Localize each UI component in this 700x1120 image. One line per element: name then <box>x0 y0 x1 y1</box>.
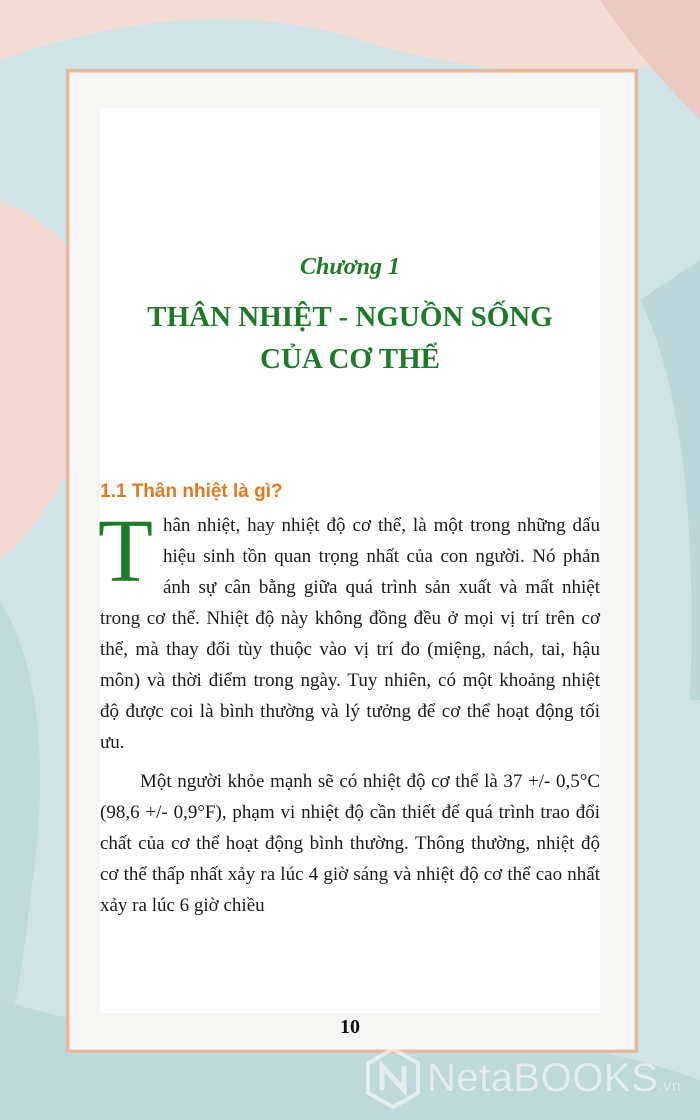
paragraph-1-text: hân nhiệt, hay nhiệt độ cơ thể, là một trong những dấu hiệu sinh tồn quan trọng nhất của con người. Nó phản ánh sự cân bằng giữa quá trình sản xuất và mất nhiệt trong cơ thể. Nhiệt độ này không đồng đều ở mọi vị trí trên cơ thể, mà thay đổi tùy thuộc vào vị trí đo (miệng, nách, tai, hậu môn) và thời điểm trong ngày. Tuy nhiên, có một khoảng nhiệt độ được coi là bình thường và lý tưởng để cơ thể hoạt động tối ưu. <box>100 515 600 753</box>
chapter-title-line1: THÂN NHIỆT - NGUỒN SỐNG <box>147 301 553 333</box>
paragraph-2: Một người khỏe mạnh sẽ có nhiệt độ cơ thể là 37 +/- 0,5°C (98,6 +/- 0,9°F), phạm vi nhiệt độ cần thiết để quá trình trao đổi chất của cơ thể hoạt động bình thường. Thông thường, nhiệt độ cơ thể thấp nhất xảy ra lúc 4 giờ sáng và nhiệt độ cơ thể cao nhất xảy ra lúc 6 giờ chiều <box>100 771 600 916</box>
chapter-label: Chương 1 <box>300 254 400 280</box>
drop-cap: T <box>98 502 153 601</box>
watermark-brand <box>427 1056 681 1101</box>
chapter-title-line2: CỦA CƠ THỂ <box>260 343 440 375</box>
paragraph-1 <box>98 502 600 758</box>
chapter-title <box>100 296 600 380</box>
book-page <box>100 108 600 1013</box>
body-text <box>98 502 600 921</box>
netabooks-logo-icon <box>365 1046 421 1110</box>
watermark-brand-name: NetaBOOKS <box>427 1055 659 1100</box>
watermark-brand-suffix: .vn <box>658 1077 682 1095</box>
page-number: 10 <box>340 1016 360 1038</box>
watermark <box>365 1046 681 1110</box>
section-heading: 1.1 Thân nhiệt là gì? <box>100 481 283 502</box>
